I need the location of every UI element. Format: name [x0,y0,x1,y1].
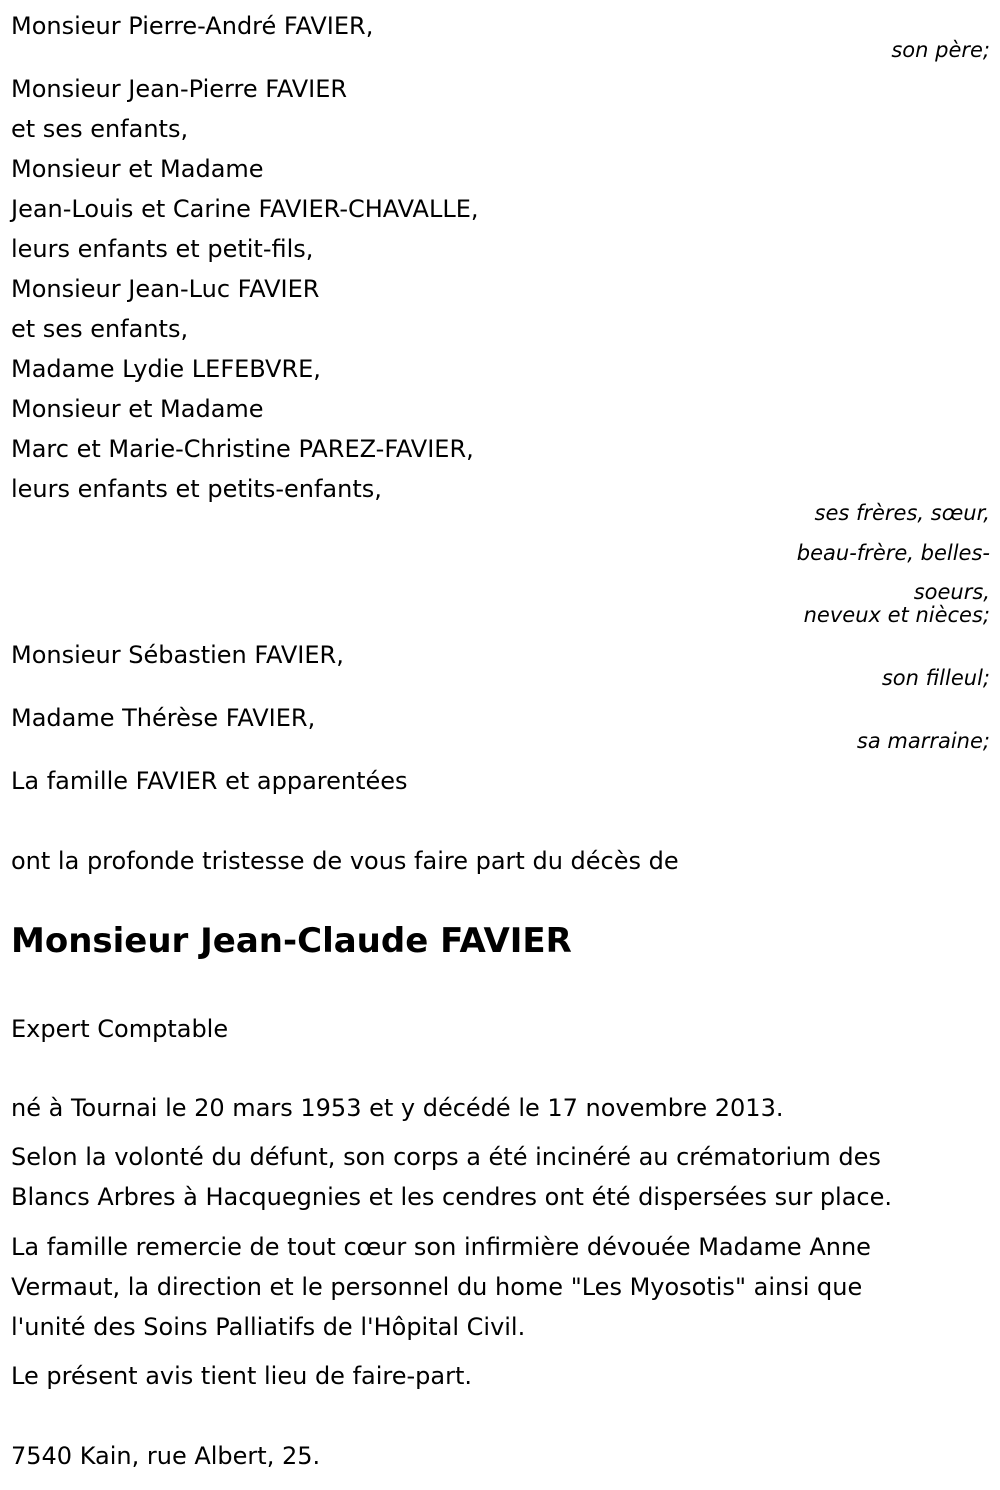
godmother-role: sa marraine; [856,729,990,753]
cremation-line: Blancs Arbres à Hacquegnies et les cendres ont été dispersées sur place. [11,1183,893,1211]
sibling-line: et ses enfants, [11,115,189,143]
thanks-line: Vermaut, la direction et le personnel du home "Les Myosotis" ainsi que [11,1273,863,1301]
announcement-line: ont la profonde tristesse de vous faire part du décès de [11,847,679,875]
sibling-line: leurs enfants et petits-enfants, [11,475,382,503]
sibling-line: Monsieur Jean-Pierre FAVIER [11,75,348,103]
godson-name: Monsieur Sébastien FAVIER, [11,641,344,669]
godson-role: son filleul; [881,666,990,690]
sibling-line: leurs enfants et petit-fils, [11,235,314,263]
thanks-line: La famille remercie de tout cœur son infirmière dévouée Madame Anne [11,1233,871,1261]
sibling-line: Marc et Marie-Christine PAREZ-FAVIER, [11,435,474,463]
sibling-line: et ses enfants, [11,315,189,343]
siblings-role-line: beau-frère, belles- [796,541,990,565]
sibling-line: Monsieur et Madame [11,155,264,183]
godmother-name: Madame Thérèse FAVIER, [11,704,316,732]
cremation-line: Selon la volonté du défunt, son corps a été incinéré au crématorium des [11,1143,881,1171]
sibling-line: Madame Lydie LEFEBVRE, [11,355,321,383]
sibling-line: Monsieur Jean-Luc FAVIER [11,275,320,303]
father-name: Monsieur Pierre-André FAVIER, [11,12,374,40]
deceased-profession: Expert Comptable [11,1015,229,1043]
sibling-line: Monsieur et Madame [11,395,264,423]
siblings-role-line: soeurs, [913,580,990,604]
thanks-line: l'unité des Soins Palliatifs de l'Hôpital Civil. [11,1313,526,1341]
siblings-role-line: neveux et nièces; [803,603,990,627]
father-role: son père; [891,38,990,62]
siblings-role-line: ses frères, sœur, [814,501,990,525]
address-line: 7540 Kain, rue Albert, 25. [11,1442,321,1470]
relatives-line: La famille FAVIER et apparentées [11,767,408,795]
birth-death-line: né à Tournai le 20 mars 1953 et y décédé le 17 novembre 2013. [11,1094,784,1122]
notice-line: Le présent avis tient lieu de faire-part. [11,1362,473,1390]
deceased-name: Monsieur Jean-Claude FAVIER [11,921,572,961]
sibling-line: Jean-Louis et Carine FAVIER-CHAVALLE, [11,195,479,223]
